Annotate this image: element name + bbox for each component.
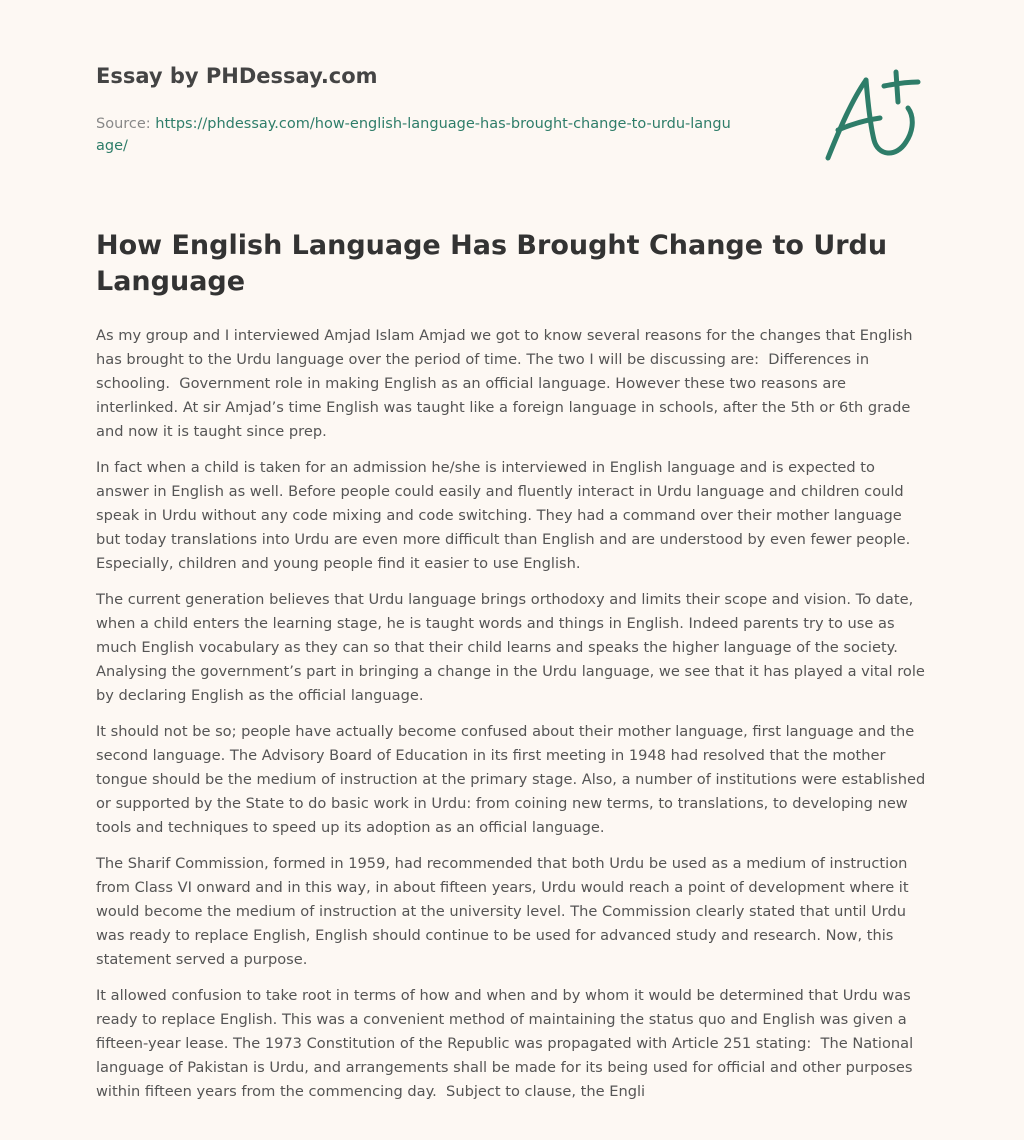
- essay-title: How English Language Has Brought Change to Urdu Language: [96, 230, 888, 297]
- paragraph: As my group and I interviewed Amjad Islam Amjad we got to know several reasons for the changes that English has brought to the Urdu language over the period of time. The two I will be discussing are: Differences in schooling. Government role in making English as an official language. However these two reasons are interlinked. At sir Amjad’s time English was taught like a foreign language in schools, after the 5th or 6th grade and now it is taught since prep.: [96, 327, 918, 440]
- paragraph: It should not be so; people have actually become confused about their mother language, first language and the second language. The Advisory Board of Education in its first meeting in 1948 had resolved that the mother tongue should be the medium of instruction at the primary stage. Also, a number of institutions were established or supported by the State to do basic work in Urdu: from coining new terms, to translations, to developing new tools and techniques to speed up its adoption as an official language.: [96, 723, 930, 836]
- page: [96, 0, 930, 1100]
- source-line: [96, 113, 736, 157]
- header: [96, 0, 928, 190]
- paragraph: The Sharif Commission, formed in 1959, had recommended that both Urdu be used as a medium of instruction from Class VI onward and in this way, in about fifteen years, Urdu would reach a point of development where it would become the medium of instruction at the university level. The Commission clearly stated that until Urdu was ready to replace English, English should continue to be used for advanced study and research. Now, this statement served a purpose.: [96, 855, 914, 968]
- source-link[interactable]: https://phdessay.com/how-english-language-has-brought-change-to-urdu-language/: [96, 116, 731, 154]
- a-plus-logo-icon: [822, 68, 926, 164]
- paragraph: The current generation believes that Urdu language brings orthodoxy and limits their scope and vision. To date, when a child enters the learning stage, he is taught words and things in English. Indeed parents try to use as much English vocabulary as they can so that their child learns and speaks the higher language of the society. Analysing the government’s part in bringing a change in the Urdu language, we see that it has played a vital role by declaring English as the official language.: [96, 591, 930, 704]
- paragraph: In fact when a child is taken for an admission he/she is interviewed in English language and is expected to answer in English as well. Before people could easily and fluently interact in Urdu language and children could speak in Urdu without any code mixing and code switching. They had a command over their mother language but today translations into Urdu are even more difficult than English and are understood by even fewer people. Especially, children and young people find it easier to use English.: [96, 459, 915, 572]
- paragraph: It allowed confusion to take root in terms of how and when and by whom it would be determined that Urdu was ready to replace English. This was a convenient method of maintaining the status quo and English was given a fifteen-year lease. The 1973 Constitution of the Republic was propagated with Article 251 stating: The National language of Pakistan is Urdu, and arrangements shall be made for its being used for official and other purposes within fifteen years from the commencing day. Subject to clause, the Engli: [96, 987, 918, 1100]
- source-label: Source:: [96, 116, 156, 132]
- site-title: Essay by PHDessay.com: [96, 64, 378, 88]
- essay-body: [96, 324, 928, 1116]
